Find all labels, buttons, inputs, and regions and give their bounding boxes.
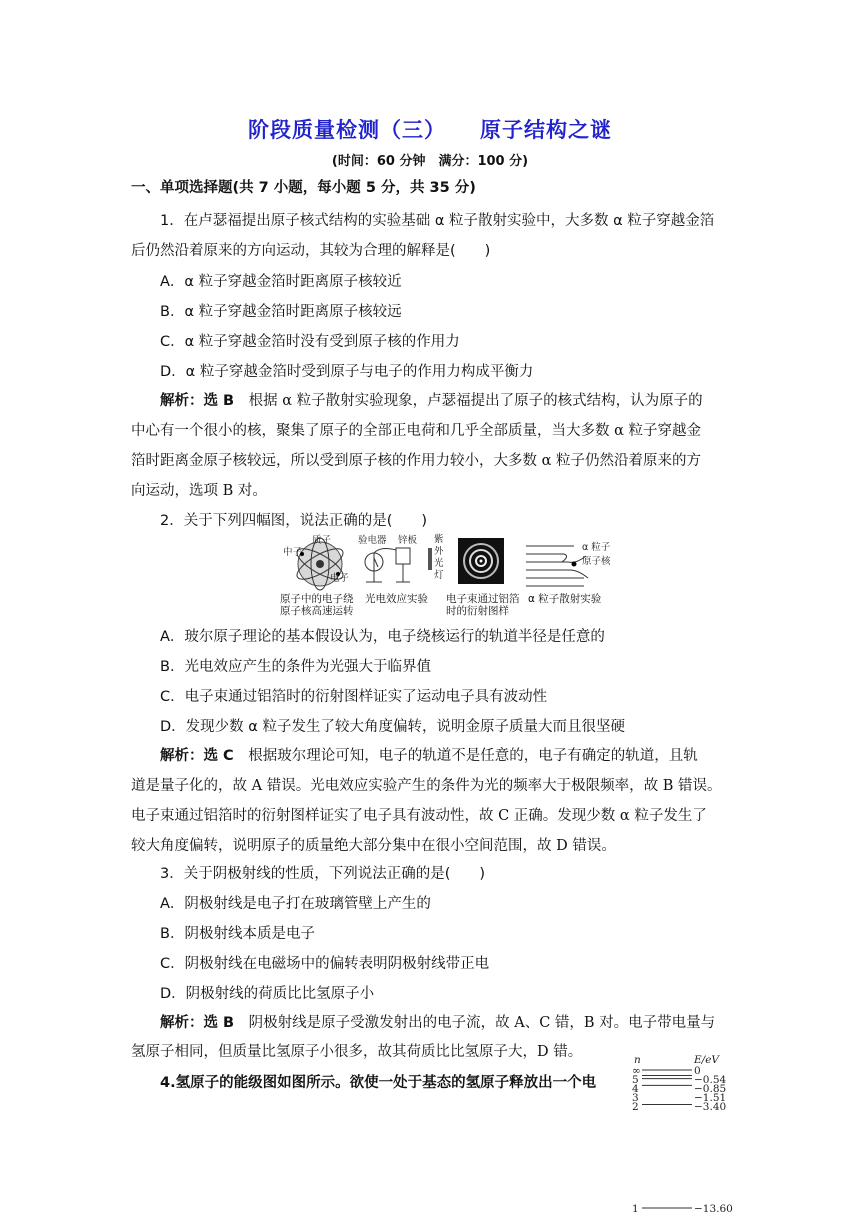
title-left: 阶段质量检测（三） — [248, 118, 446, 142]
q3-option-a: A．阴极射线是电子打在玻璃管壁上产生的 — [160, 896, 431, 912]
svg-text:灯: 灯 — [434, 570, 444, 581]
q2-option-b: B．光电效应产生的条件为光强大于临界值 — [160, 659, 431, 675]
section-heading: 一、单项选择题(共 7 小题，每小题 5 分，共 35 分) — [131, 180, 476, 196]
q3-stem: 3．关于阴极射线的性质，下列说法正确的是( ) — [160, 866, 486, 882]
q1-answer-line1: 解析：选 B 根据 α 粒子散射实验现象，卢瑟福提出了原子的核式结构，认为原子的 — [160, 393, 703, 409]
q1-answer-line2: 中心有一个很小的核，聚集了原子的全部正电荷和几乎全部质量，当大多数 α 粒子穿越金 — [131, 423, 702, 439]
energy-level-value: −13.60 — [694, 1203, 733, 1215]
q1-option-d: D．α 粒子穿越金箔时受到原子与电子的作用力构成平衡力 — [160, 364, 534, 380]
energy-level-diagram — [630, 1052, 740, 1216]
label-electroscope: 验电器 — [358, 535, 387, 546]
label-zinc-plate: 锌板 — [398, 535, 418, 546]
q3-answer-label: 解析：选 B — [160, 1015, 235, 1031]
q3-answer-line1: 解析：选 B 阴极射线是原子受激发射出的电子流，故 A、C 错，B 对。电子带电量与 — [160, 1015, 716, 1031]
energy-level-n: 2 — [632, 1101, 639, 1113]
q2-answer-line4: 较大角度偏转，说明原子的质量绝大部分集中在很小空间范围，故 D 错误。 — [131, 838, 616, 854]
energy-level-value: 0 — [694, 1065, 701, 1077]
q2-option-d: D．发现少数 α 粒子发生了较大角度偏转，说明金原子质量大而且很坚硬 — [160, 719, 625, 735]
q1-option-c: C．α 粒子穿越金箔时没有受到原子核的作用力 — [160, 334, 460, 350]
label-alpha: α 粒子 — [582, 542, 611, 553]
svg-text:外: 外 — [434, 546, 444, 557]
q2-answer-line1: 解析：选 C 根据玻尔理论可知，电子的轨道不是任意的，电子有确定的轨道，且轨 — [160, 748, 698, 764]
energy-level-value: −1.51 — [694, 1092, 727, 1104]
q1-answer-line3: 箔时距离金原子核较远，所以受到原子核的作用力较小，大多数 α 粒子仍然沿着原来的方 — [131, 453, 702, 469]
q1-answer-line4: 向运动，选项 B 对。 — [131, 483, 267, 499]
q1-option-b: B．α 粒子穿越金箔时距离原子核较远 — [160, 304, 402, 320]
q2-figure-row — [280, 534, 620, 617]
label-neutron: 中子 — [283, 547, 303, 558]
label-electron: 电子 — [330, 573, 350, 584]
label-uv-lamp-1: 紫 — [434, 534, 444, 545]
diffraction-pattern-figure — [458, 534, 508, 584]
energy-e-header: E/eV — [694, 1054, 719, 1066]
label-nucleus: 原子核 — [582, 556, 611, 567]
q1-option-a: A．α 粒子穿越金箔时距离原子核较近 — [160, 274, 402, 290]
energy-level-n: 5 — [632, 1074, 639, 1086]
energy-level-value: −0.85 — [694, 1083, 727, 1095]
caption-photoelectric: 光电效应实验 — [365, 593, 428, 605]
label-proton: 质子 — [312, 535, 332, 546]
energy-n-header: n — [634, 1054, 641, 1066]
q2-answer-line2: 道是量子化的，故 A 错误。光电效应实验产生的条件为光的频率大于极限频率，故 B 错误。 — [131, 778, 722, 794]
q3-option-d: D．阴极射线的荷质比比氢原子小 — [160, 986, 375, 1002]
energy-level-n: 3 — [632, 1092, 639, 1104]
atom-model-figure — [280, 534, 354, 594]
photoelectric-figure — [356, 534, 442, 594]
q2-answer-label: 解析：选 C — [160, 748, 234, 764]
energy-level-n: ∞ — [632, 1065, 641, 1077]
q4-stem: 4.氢原子的能级图如图所示。欲使一处于基态的氢原子释放出一个电 — [160, 1075, 597, 1091]
q2-answer-line3: 电子束通过铝箔时的衍射图样证实了电子具有波动性，故 C 正确。发现少数 α 粒子发生了 — [131, 808, 707, 824]
q2-option-c: C．电子束通过铝箔时的衍射图样证实了运动电子具有波动性 — [160, 689, 548, 705]
caption-atom: 原子中的电子绕 原子核高速运转 — [280, 593, 354, 617]
title-right: 原子结构之谜 — [480, 118, 612, 142]
q2-stem: 2．关于下列四幅图，说法正确的是( ) — [160, 513, 428, 529]
q3-answer-line2: 氢原子相同，但质量比氢原子小很多，故其荷质比比氢原子大，D 错。 — [131, 1044, 583, 1060]
page-title — [0, 114, 860, 144]
q3-option-b: B．阴极射线本质是电子 — [160, 926, 315, 942]
q1-stem-line1: 1．在卢瑟福提出原子核式结构的实验基础 α 粒子散射实验中，大多数 α 粒子穿越金箔 — [160, 213, 715, 229]
svg-text:光: 光 — [434, 558, 444, 569]
energy-level-n: 1 — [632, 1203, 639, 1215]
energy-levels — [632, 1065, 733, 1215]
q3-option-c: C．阴极射线在电磁场中的偏转表明阴极射线带正电 — [160, 956, 490, 972]
caption-diffraction: 电子束通过铝箔 时的衍射图样 — [446, 593, 520, 617]
q1-stem-line2: 后仍然沿着原来的方向运动，其较为合理的解释是( ) — [131, 243, 491, 259]
caption-alpha-scattering: α 粒子散射实验 — [528, 593, 602, 605]
alpha-scattering-figure — [524, 534, 620, 594]
exam-info: (时间：60 分钟 满分：100 分) — [331, 154, 529, 169]
q2-option-a: A．玻尔原子理论的基本假设认为，电子绕核运行的轨道半径是任意的 — [160, 629, 605, 645]
energy-level-value: −3.40 — [694, 1101, 727, 1113]
q1-answer-label: 解析：选 B — [160, 393, 235, 409]
energy-level-value: −0.54 — [694, 1074, 727, 1086]
energy-level-n: 4 — [632, 1083, 639, 1095]
